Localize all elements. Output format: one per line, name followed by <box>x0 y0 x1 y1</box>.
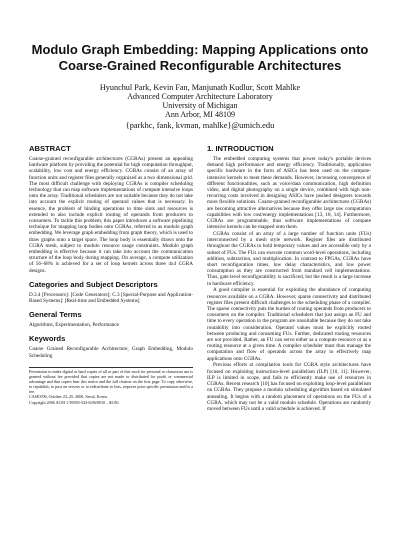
intro-paragraph: Previous efforts at compilation tools for CGRA style architectures have focused on exploiting instruction-level parallelism (ILP) [10, 11]. However, ILP is limited in scope, and fails to efficiently make use of resources in CGRAs. Recent research [10] has focused on exploiting loop-level parallelism on CGRAs. They propose a modulo scheduling algorithm based on simulated annealing. It begins with a random placement of operations on the FUs of a CGRA, which may not be a valid modulo schedule. Operations are randomly moved between FUs until a valid schedule is achieved. If <box>207 362 371 412</box>
keywords-heading: Keywords <box>29 334 66 344</box>
keywords-text: Coarse Grained Reconfigurable Architecture, Graph Embedding, Modulo Scheduling <box>29 346 193 359</box>
left-column <box>29 144 193 412</box>
author-names: Hyunchul Park, Kevin Fan, Manjunath Kudlur, Scott Mahlke <box>99 83 301 92</box>
two-column-body <box>29 144 371 412</box>
copyright-notice <box>29 367 193 406</box>
location: Ann Arbor, MI 48109 <box>165 110 235 119</box>
general-terms-heading: General Terms <box>29 310 82 320</box>
introduction-heading: 1. INTRODUCTION <box>207 144 274 153</box>
abstract-text: Coarse-grained reconfigurable architectures (CGRAs) present an appealing hardware platform by providing the potential for high computation throughput, scalability, low cost and energy efficiency. CGRAs consist of an array of function units and register files generally organized as a two dimensional grid. The most difficult challenge with deploying CGRAs is compiler scheduling technology that can map software implementations of compute intensive loops onto the array. Traditional schedulers are not suitable because they do not take into account the explicit routing of operand values that is necessary. In essence, the problem of binding operations to time slots and resources is extended to also include explicit routing of operands from producers to consumers. To tackle this problem, this paper introduces a software pipelining technique for mapping loop bodies onto CGRAs, referred to as modulo graph embedding. We leverage graph embedding from graph theory, which is used to draw graphs onto a target space. The loop body is essentially drawn onto the CGRA mesh, subject to modulo resource usage constraints. Modulo graph embedding is effective because it can take into account the communication structure of the loop body during mapping. On average, a compute utilization of 56–68% is achieved for a set of loop kernels across three 4x4 CGRA designs. <box>29 156 193 274</box>
categories-text: D.3.4 [Processors]: [Code Generators]; C.3 [Special-Purpose and Application-Based Systems]: [Real-time and Embedded Systems] <box>29 291 193 305</box>
paper-page <box>0 42 400 560</box>
intro-paragraph: A good compiler is essential for exploiting the abundance of computing resources available on a CGRA. However, sparse connectivity and distributed register files present difficult challenges to the scheduling phase of a compiler. The sparse connectivity puts the burden of routing operands from producers to consumers on the compiler. Traditional schedulers that just assign an FU and time to every operation in the program are unsuitable because they do not take routability into consideration. Operand values must be explicitly routed between producing and consuming FUs. Further, dedicated routing resources are not provided. Rather, an FU can serve either as a compute resource or as a routing resource at a given time. A compiler scheduler must thus manage the computation and flow of operands across the array to effectively map applications onto CGRAs. <box>207 287 371 362</box>
permission-text: Permission to make digital or hard copies of all or part of this work for personal or classroom use is granted without fee provided that copies are not made or distributed for profit or commercial advantage and that copies bear this notice and the full citation on the first page. To copy otherwise, to republish, to post on servers or to redistribute to lists, requires prior specific permission and/or a fee. <box>29 368 193 394</box>
copyright-text: Copyright 2006 ACM 1-59593-543-6/06/0010 ...$5.00. <box>29 399 120 405</box>
venue-text: CASES'06, October 23–25, 2006, Seoul, Korea. <box>29 394 108 399</box>
categories-heading: Categories and Subject Descriptors <box>29 279 158 289</box>
abstract-heading: ABSTRACT <box>29 144 71 153</box>
intro-paragraph: The embedded computing systems that power today's portable devices demand high performance and energy efficiency. Traditionally, application specific hardware in the form of ASICs has been used on the compute-intensive kernels to meet these demands. However, increasing convergence of different functionalities, such as voice/data communication, high definition video, and digital photography on a single device, combined with high non-recurring costs involved in designing ASICs have pushed designers towards more flexible solutions. Coarse-grained reconfigurable architectures (CGRAs) are becoming attractive alternatives because they offer large raw computation capabilities with low cost/energy implementations [13, 18, 14]. Furthermore, CGRAs are programmable, thus software implementations of compute intensive kernels can be mapped onto them. <box>207 156 371 231</box>
author-email: {parkhc, fank, kvman, mahlke}@umich.edu <box>125 121 275 130</box>
author-block <box>29 83 371 130</box>
affiliation: Advanced Computer Architecture Laboratory <box>127 92 273 101</box>
university: University of Michigan <box>162 101 238 110</box>
right-column <box>207 144 371 412</box>
general-terms-text: Algorithms, Experimentation, Performance <box>29 322 119 329</box>
intro-paragraph: CGRAs consist of an array of a large number of function units (FUs) interconnected by a mesh style network. Register files are distributed throughout the CGRAs to hold temporary values and are accessible only by a subset of FUs. The FUs can execute common word-level operations, including addition, subtraction, and multiplication. In contrast to FPGAs, CGRAs have short reconfiguration times, low delay characteristics, and low power consumption as they are constructed from standard cell implementations. Thus, gate level reconfigurability is sacrificed, but the result is a large increase in hardware efficiency. <box>207 231 371 287</box>
paper-title: Modulo Graph Embedding: Mapping Applications onto Coarse-Grained Reconfigurable Architectures <box>31 42 369 73</box>
